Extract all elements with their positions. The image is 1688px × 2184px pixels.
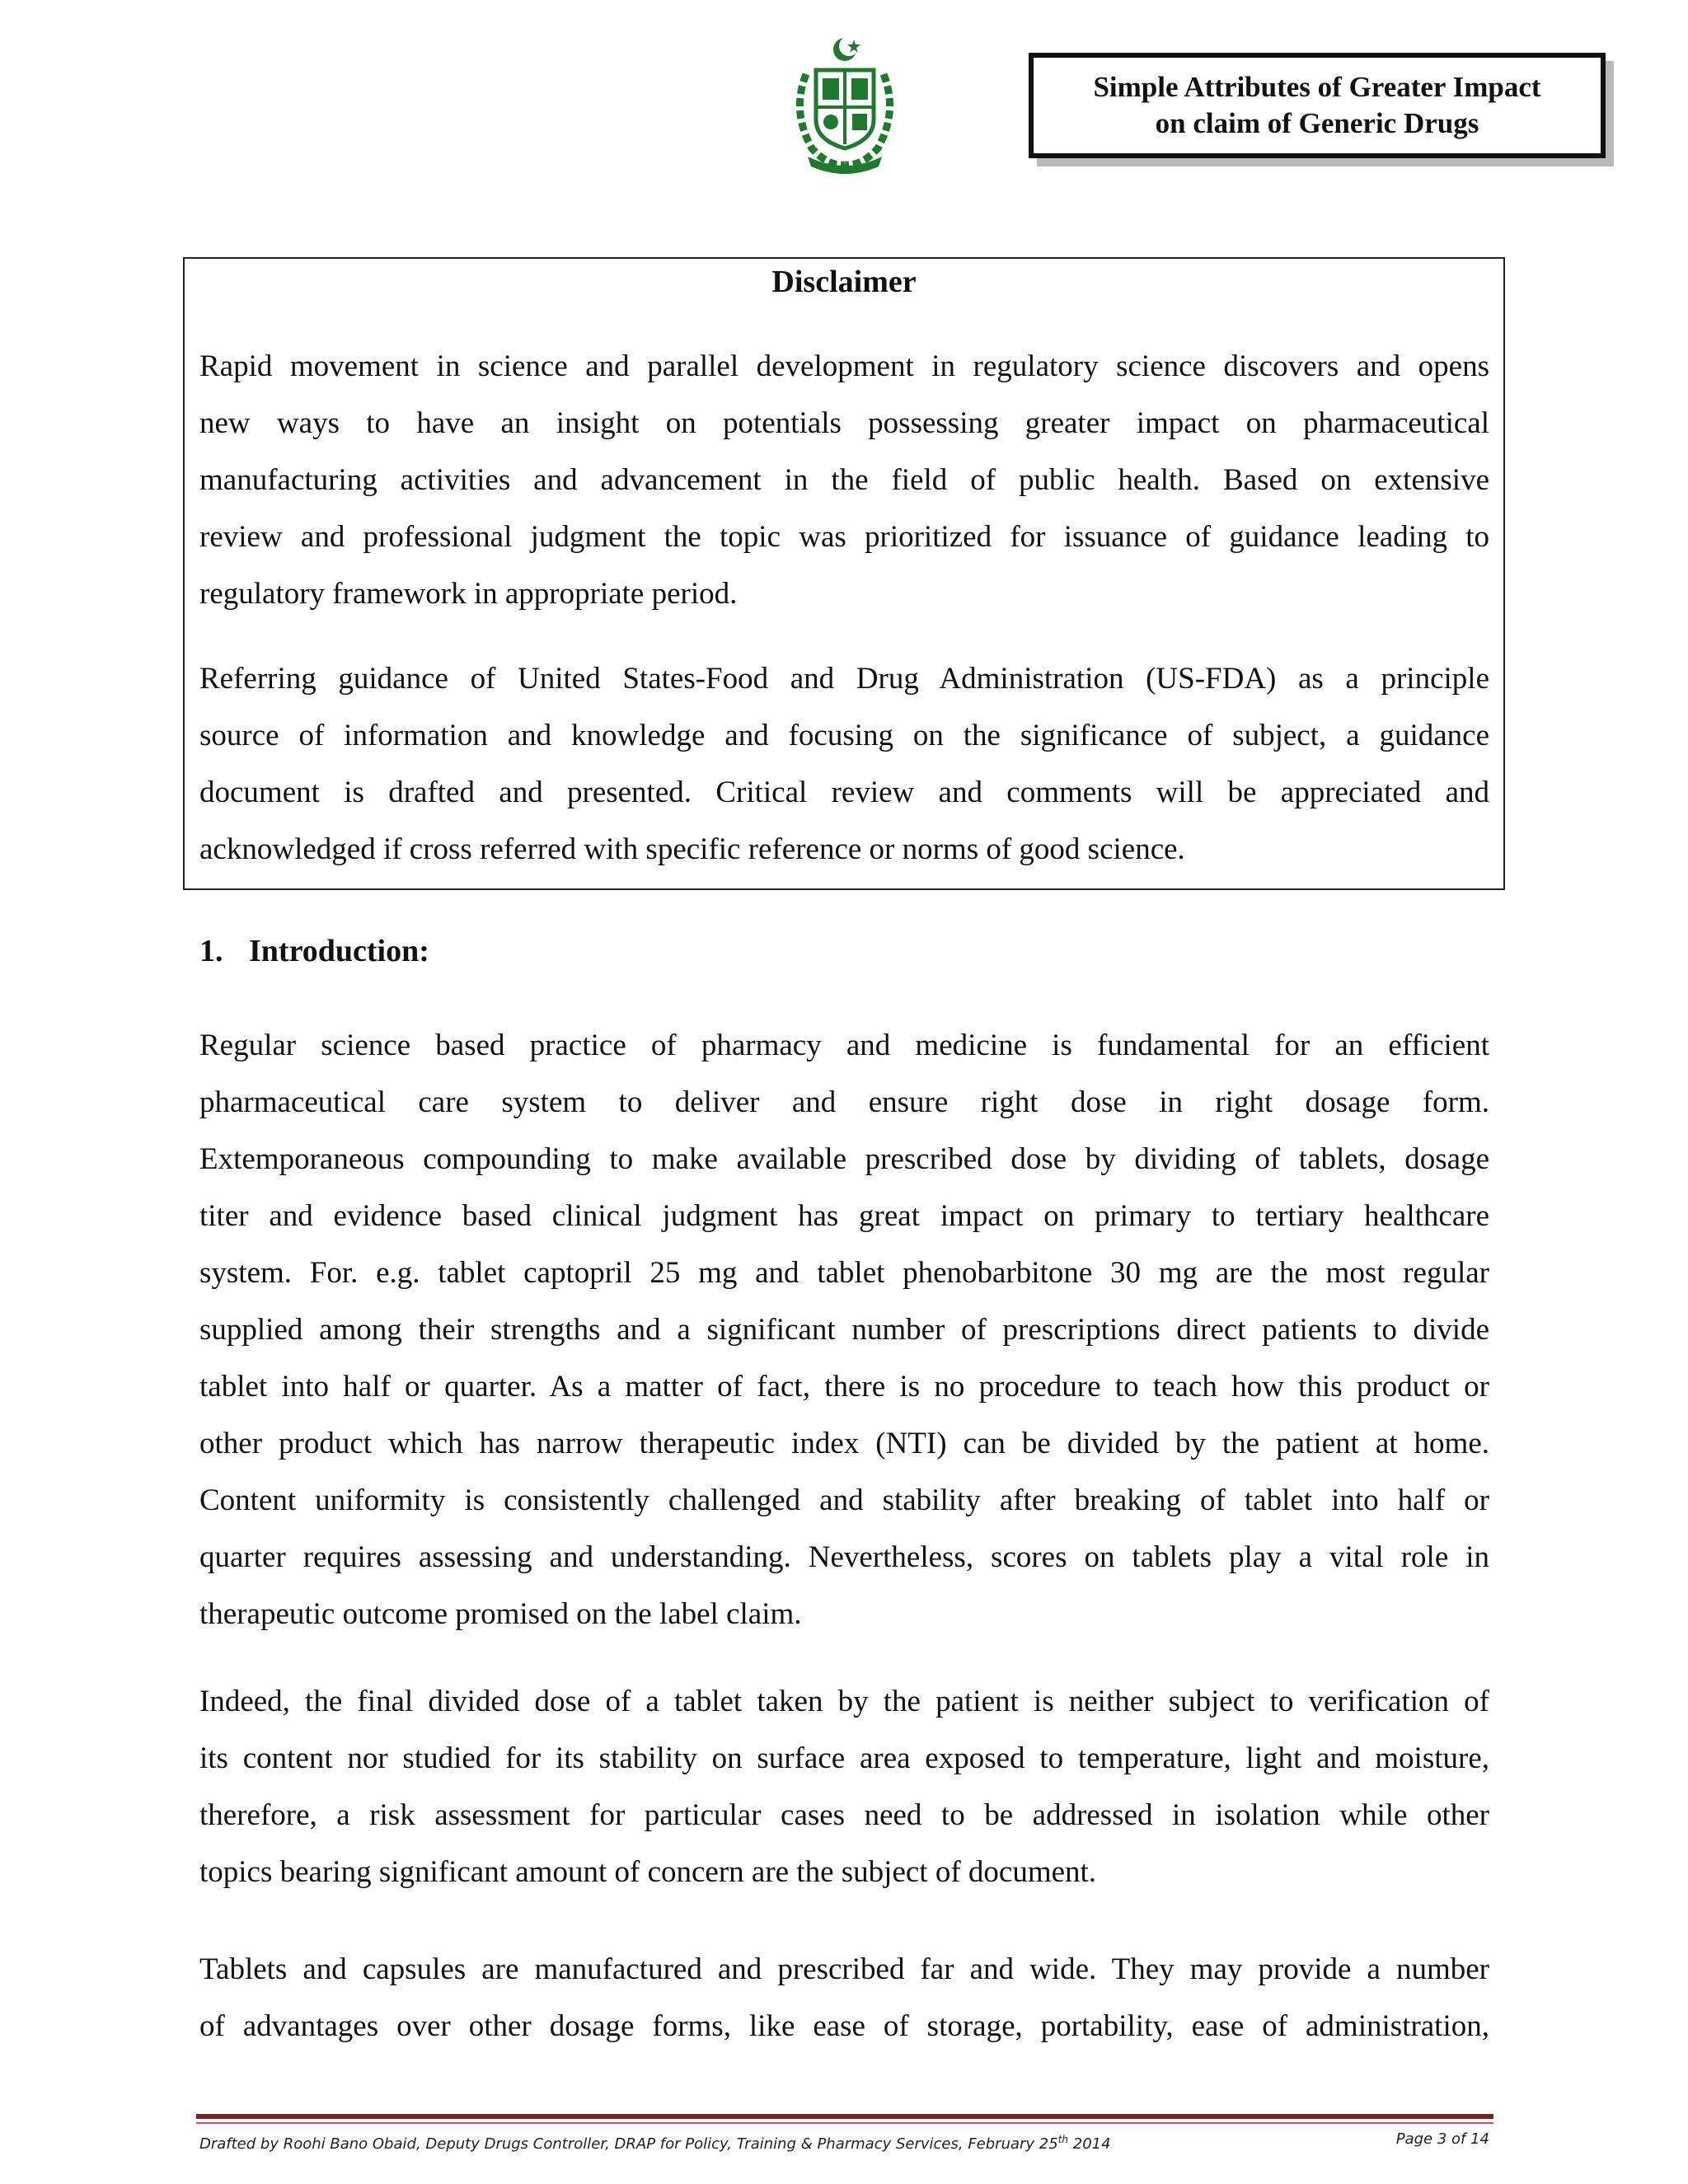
text-line: source of information and knowledge and focusing on the significance of subject, a guidance <box>199 719 1489 752</box>
text-line: Referring guidance of United States-Food and Drug Administration (US-FDA) as a principle <box>199 662 1489 696</box>
text-line: therapeutic outcome promised on the label claim. <box>199 1597 802 1631</box>
text-line: Rapid movement in science and parallel development in regulatory science discovers and opens <box>199 349 1489 383</box>
disclaimer-paragraph-1 <box>199 338 1489 622</box>
introduction-paragraph-3 <box>199 1941 1489 2055</box>
disclaimer-paragraph-2 <box>199 650 1489 878</box>
section-title: Introduction: <box>249 934 429 968</box>
text-line: topics bearing significant amount of concern are the subject of document. <box>199 1855 1097 1889</box>
text-line: Tablets and capsules are manufactured and prescribed far and wide. They may provide a number <box>199 1952 1489 1986</box>
text-line: other product which has narrow therapeutic index (NTI) can be divided by the patient at home. <box>199 1427 1489 1460</box>
text-line: Indeed, the final divided dose of a tablet taken by the patient is neither subject to verification of <box>199 1685 1489 1718</box>
footer-page-number: Page 3 of 14 <box>1395 2130 1489 2148</box>
text-line: its content nor studied for its stability on surface area exposed to temperature, light and moisture, <box>199 1741 1489 1775</box>
text-line: regulatory framework in appropriate period. <box>199 577 738 611</box>
text-line: review and professional judgment the topic was prioritized for issuance of guidance leading to <box>199 520 1489 554</box>
introduction-paragraph-1 <box>199 1017 1489 1643</box>
footer-date-suffix: th <box>1057 2134 1069 2145</box>
footer-year: 2014 <box>1068 2135 1111 2153</box>
section-number: 1. <box>199 934 223 968</box>
document-title-line2: on claim of Generic Drugs <box>1155 107 1479 139</box>
text-line: pharmaceutical care system to deliver and ensure right dose in right dosage form. <box>199 1085 1489 1119</box>
footer-author-text: Drafted by Roohi Bano Obaid, Deputy Drugs Controller, DRAP for Policy, Training & Pharmacy Services, February 25 <box>199 2135 1058 2153</box>
disclaimer-title: Disclaimer <box>771 265 917 299</box>
state-emblem-icon <box>783 33 907 175</box>
text-line: tablet into half or quarter. As a matter of fact, there is no procedure to teach how this product or <box>199 1370 1489 1404</box>
text-line: of advantages over other dosage forms, like ease of storage, portability, ease of administration, <box>199 2009 1489 2043</box>
text-line: supplied among their strengths and a significant number of prescriptions direct patients to divide <box>199 1313 1489 1347</box>
section-heading-introduction <box>199 931 429 971</box>
text-line: system. For. e.g. tablet captopril 25 mg and tablet phenobarbitone 30 mg are the most regular <box>199 1256 1489 1290</box>
document-title-line1: Simple Attributes of Greater Impact <box>1093 71 1541 103</box>
document-title-box <box>1029 53 1606 158</box>
text-line: acknowledged if cross referred with specific reference or norms of good science. <box>199 832 1185 866</box>
footer-rule <box>196 2114 1493 2119</box>
footer-drafted-by <box>199 2128 1111 2156</box>
text-line: Regular science based practice of pharmacy and medicine is fundamental for an efficient <box>199 1029 1489 1062</box>
footer-rule-thin <box>196 2122 1493 2124</box>
text-line: titer and evidence based clinical judgment has great impact on primary to tertiary healthcare <box>199 1199 1489 1233</box>
text-line: Extemporaneous compounding to make available prescribed dose by dividing of tablets, dosage <box>199 1142 1489 1176</box>
text-line: manufacturing activities and advancement in the field of public health. Based on extensive <box>199 463 1489 497</box>
text-line: Content uniformity is consistently challenged and stability after breaking of tablet into half or <box>199 1483 1489 1517</box>
text-line: quarter requires assessing and understanding. Nevertheless, scores on tablets play a vital role in <box>199 1540 1489 1574</box>
text-line: new ways to have an insight on potentials possessing greater impact on pharmaceutical <box>199 406 1489 440</box>
introduction-paragraph-2 <box>199 1673 1489 1900</box>
text-line: document is drafted and presented. Critical review and comments will be appreciated and <box>199 776 1489 809</box>
text-line: therefore, a risk assessment for particular cases need to be addressed in isolation while other <box>199 1798 1489 1832</box>
